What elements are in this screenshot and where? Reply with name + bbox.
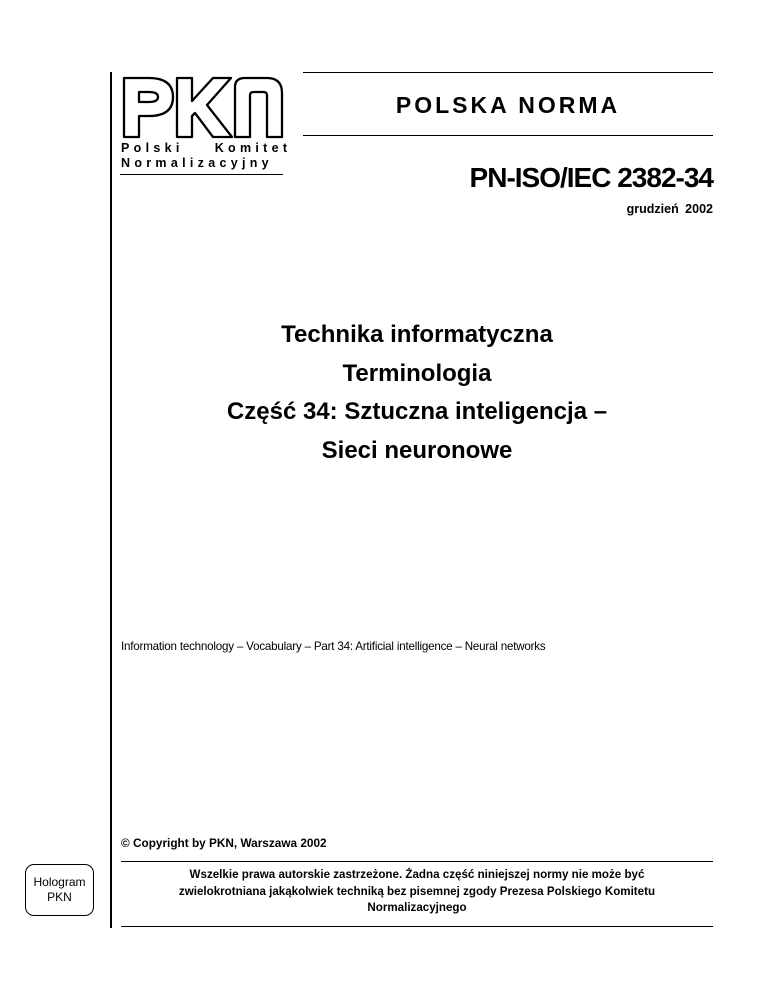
title-line: Sieci neuronowe bbox=[321, 436, 513, 464]
org-name-line1: Polski Komitet bbox=[121, 141, 292, 155]
document-type-label: POLSKA NORMA bbox=[395, 92, 621, 118]
title-line: Część 34: Sztuczna inteligencja – bbox=[226, 398, 608, 425]
hologram-sublabel: PKN bbox=[47, 890, 72, 904]
left-vertical-rule bbox=[110, 72, 112, 928]
org-name-line2: Normalizacyjny bbox=[121, 156, 273, 170]
english-title: Information technology – Vocabulary – Part 34: Artificial intelligence – Neural networks bbox=[121, 640, 546, 653]
pkn-logo bbox=[121, 75, 285, 139]
document-title bbox=[112, 316, 722, 470]
header-bottom-rule bbox=[303, 135, 713, 136]
rights-reserved-notice bbox=[121, 867, 713, 917]
title-line: Terminologia bbox=[342, 359, 492, 387]
copyright-notice: © Copyright by PKN, Warszawa 2002 bbox=[121, 836, 327, 850]
hologram-box bbox=[25, 864, 94, 916]
publication-date: grudzień 2002 bbox=[626, 202, 713, 216]
rights-line: Normalizacyjnego bbox=[367, 901, 467, 914]
standard-number: PN-ISO/IEC 2382-34 bbox=[469, 162, 713, 193]
rights-line: zwielokrotniana jakąkolwiek techniką bez pisemnej zgody Prezesa Polskiego Komitetu bbox=[178, 884, 656, 898]
bottom-rule bbox=[121, 926, 713, 927]
org-underline bbox=[120, 174, 283, 175]
title-line: Technika informatyczna bbox=[281, 321, 553, 348]
rights-line: Wszelkie prawa autorskie zastrzeżone. Żadna część niniejszej normy nie może być bbox=[189, 868, 645, 881]
rights-top-rule bbox=[121, 861, 713, 862]
header-top-rule bbox=[303, 72, 713, 73]
hologram-label: Hologram bbox=[33, 875, 86, 889]
